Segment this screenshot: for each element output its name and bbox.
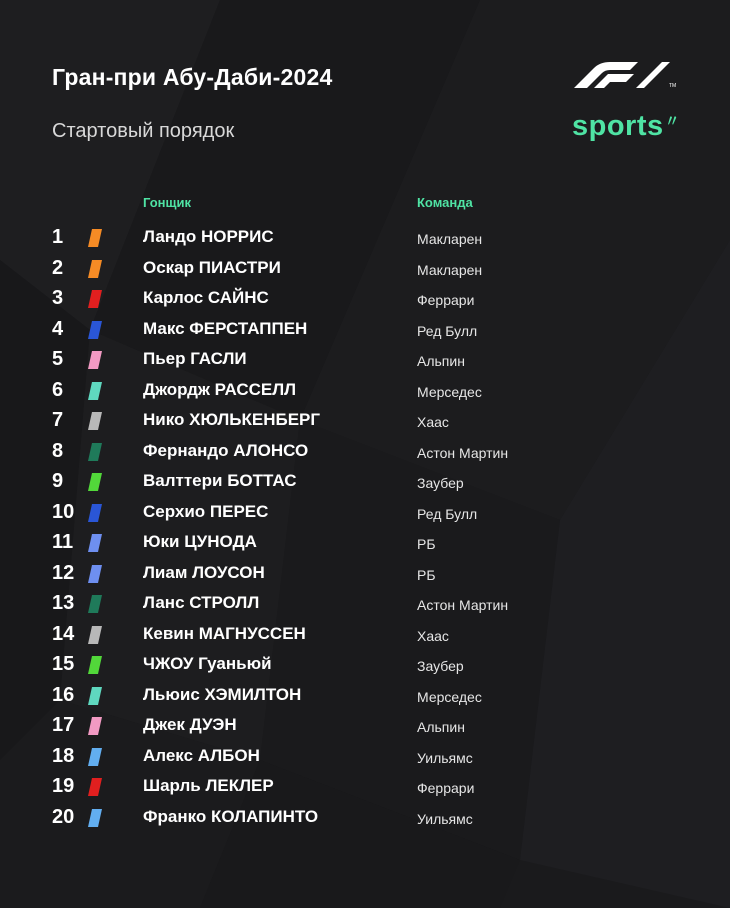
grid-position: 9	[52, 470, 64, 492]
team-color-icon	[88, 717, 102, 735]
driver-name: Алекс АЛБОН	[143, 745, 260, 765]
column-header-team: Команда	[417, 195, 473, 210]
team-name: Хаас	[417, 414, 449, 430]
team-color-icon	[88, 778, 102, 796]
driver-name: Франко КОЛАПИНТО	[143, 806, 319, 826]
team-color-icon	[88, 534, 102, 552]
grid-row	[0, 222, 730, 253]
driver-name: Пьер ГАСЛИ	[143, 349, 247, 368]
sports-logo	[572, 110, 680, 143]
driver-name: Ландо НОРРИС	[143, 227, 274, 246]
driver-name: Юки ЦУНОДА	[143, 532, 257, 551]
team-color-icon	[88, 748, 102, 766]
grid-row	[0, 619, 730, 650]
grid-row	[0, 344, 730, 375]
grid-position: 16	[52, 683, 75, 706]
tick-icon: 〃	[664, 113, 681, 130]
grid-row	[0, 436, 730, 467]
driver-name: Кевин МАГНУССЕН	[143, 623, 306, 643]
team-color-icon	[88, 443, 102, 461]
team-name: Мерседес	[417, 688, 482, 705]
grid-row	[0, 497, 730, 528]
grid-position: 17	[52, 714, 75, 736]
grid-position: 8	[52, 439, 64, 462]
driver-name: Серхио ПЕРЕС	[143, 501, 269, 521]
column-header-driver: Гонщик	[143, 195, 191, 210]
grid-row	[0, 771, 730, 802]
f1-trademark: TM	[669, 83, 677, 88]
driver-name: Валттери БОТТАС	[143, 471, 297, 490]
grid-position: 10	[52, 500, 75, 523]
grid-position: 14	[52, 622, 75, 645]
grid-position: 6	[52, 378, 64, 401]
page-title: Гран-при Абу-Даби-2024	[52, 64, 333, 90]
sports-logo-text: sports	[572, 110, 664, 142]
grid-row	[0, 710, 730, 741]
f1-logo	[572, 60, 678, 88]
starting-grid-list	[0, 222, 730, 832]
grid-row	[0, 405, 730, 436]
team-name: Заубер	[417, 658, 464, 674]
team-name: Ред Булл	[417, 322, 478, 339]
grid-row	[0, 741, 730, 772]
grid-row	[0, 558, 730, 589]
team-name: Уильямс	[417, 749, 473, 766]
team-color-icon	[88, 473, 102, 491]
team-color-icon	[88, 565, 102, 583]
team-name: РБ	[417, 566, 436, 583]
driver-name: Льюис ХЭМИЛТОН	[143, 684, 302, 704]
grid-row	[0, 375, 730, 406]
team-name: Макларен	[417, 231, 483, 247]
team-color-icon	[88, 626, 102, 644]
team-name: РБ	[417, 536, 436, 552]
team-name: Ред Булл	[417, 505, 478, 522]
team-name: Астон Мартин	[417, 597, 509, 613]
page-subtitle: Стартовый порядок	[52, 120, 235, 142]
team-name: Мерседес	[417, 383, 482, 400]
grid-position: 12	[52, 561, 75, 584]
team-color-icon	[88, 595, 102, 613]
driver-name: Ланс СТРОЛЛ	[143, 593, 260, 612]
grid-row	[0, 802, 730, 833]
team-color-icon	[88, 687, 102, 705]
grid-position: 3	[52, 287, 64, 309]
team-color-icon	[88, 229, 102, 247]
team-name: Заубер	[417, 475, 464, 491]
driver-name: ЧЖОУ Гуаньюй	[143, 654, 272, 673]
driver-name: Карлос САЙНС	[143, 288, 269, 307]
team-color-icon	[88, 321, 102, 339]
driver-name: Нико ХЮЛЬКЕНБЕРГ	[143, 410, 321, 429]
grid-position: 15	[52, 653, 75, 675]
grid-row	[0, 314, 730, 345]
team-color-icon	[88, 809, 102, 827]
team-name: Уильямс	[417, 810, 473, 827]
team-color-icon	[88, 412, 102, 430]
grid-row	[0, 649, 730, 680]
team-name: Феррари	[417, 780, 475, 796]
grid-row	[0, 588, 730, 619]
driver-name: Джек ДУЭН	[143, 715, 237, 734]
team-name: Феррари	[417, 292, 475, 308]
team-color-icon	[88, 504, 102, 522]
team-name: Макларен	[417, 261, 483, 278]
grid-row	[0, 680, 730, 711]
grid-position: 20	[52, 805, 75, 828]
team-name: Хаас	[417, 627, 449, 644]
grid-position: 18	[52, 744, 75, 767]
driver-name: Джордж РАССЕЛЛ	[143, 379, 297, 399]
team-color-icon	[88, 290, 102, 308]
driver-name: Лиам ЛОУСОН	[143, 562, 265, 582]
driver-name: Шарль ЛЕКЛЕР	[143, 776, 274, 795]
grid-row	[0, 253, 730, 284]
grid-position: 11	[52, 531, 74, 553]
team-color-icon	[88, 656, 102, 674]
grid-row	[0, 466, 730, 497]
grid-position: 13	[52, 592, 75, 614]
team-name: Альпин	[417, 353, 465, 369]
grid-position: 7	[52, 409, 64, 431]
grid-position: 19	[52, 775, 75, 797]
grid-row	[0, 283, 730, 314]
driver-name: Макс ФЕРСТАППЕН	[143, 318, 308, 338]
driver-name: Фернандо АЛОНСО	[143, 440, 309, 460]
team-name: Астон Мартин	[417, 444, 509, 461]
team-color-icon	[88, 382, 102, 400]
grid-position: 2	[52, 256, 64, 279]
team-color-icon	[88, 260, 102, 278]
team-name: Альпин	[417, 719, 465, 735]
grid-position: 5	[52, 348, 64, 370]
grid-position: 4	[52, 317, 64, 340]
team-color-icon	[88, 351, 102, 369]
grid-row	[0, 527, 730, 558]
grid-position: 1	[52, 226, 64, 248]
driver-name: Оскар ПИАСТРИ	[143, 257, 281, 277]
